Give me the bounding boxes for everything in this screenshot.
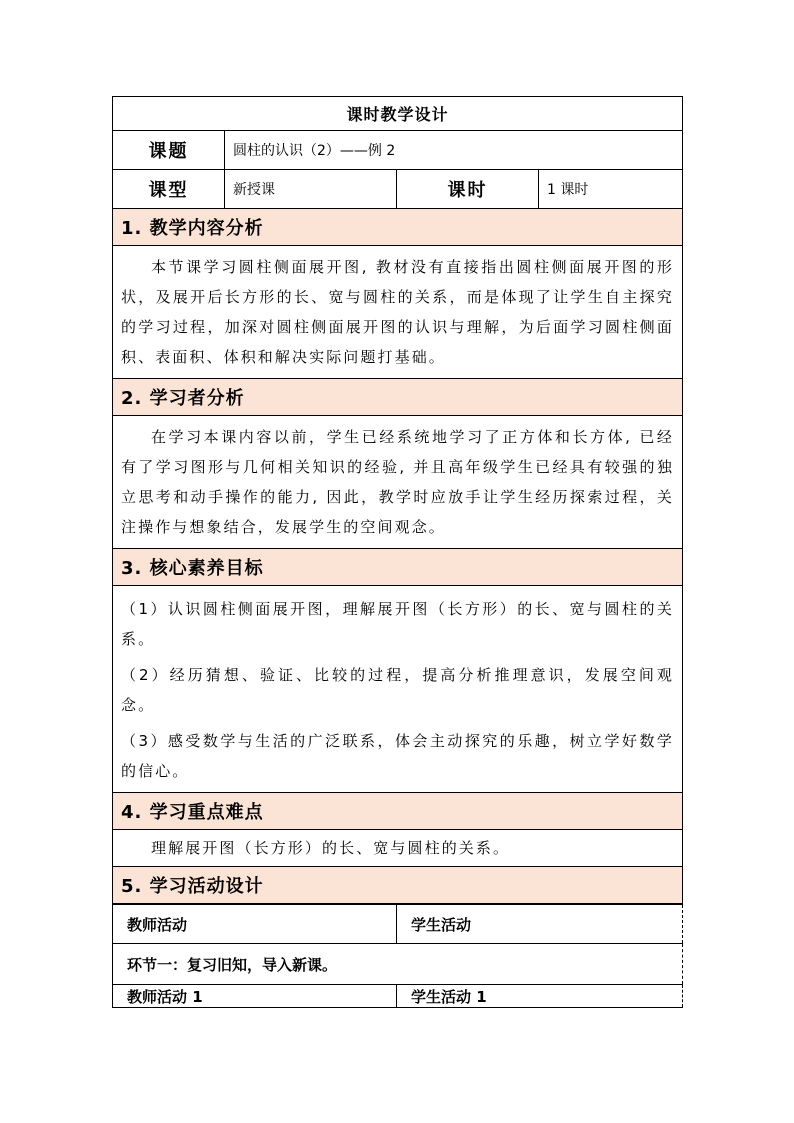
topic-label: 课题 <box>113 131 225 170</box>
section-heading-key-difficulties: 4. 学习重点难点 <box>113 793 683 830</box>
lesson-type-value: 新授课 <box>225 170 397 209</box>
lesson-plan-document <box>112 96 682 1008</box>
document-title: 课时教学设计 <box>113 97 683 131</box>
teacher-activity-1: 教师活动 1 <box>113 985 397 1008</box>
section-heading-core-goals: 3. 核心素养目标 <box>113 549 683 586</box>
class-hours-value: 1 课时 <box>539 170 683 209</box>
learner-analysis-text: 在学习本课内容以前，学生已经系统地学习了正方体和长方体, 已经有了学习图形与几何相关知识的经验, 并且高年级学生已经具有较强的独立思考和动手操作的能力, 因此，教学时应放手让学生经历探索过程，关注操作与想象结合，发展学生的空间观念。 <box>113 416 683 549</box>
topic-value: 圆柱的认识（2）——例 2 <box>225 131 683 170</box>
goal-item: （2）经历猜想、验证、比较的过程，提高分析推理意识，发展空间观念。 <box>121 666 675 714</box>
content-analysis-text: 本节课学习圆柱侧面展开图, 教材没有直接指出圆柱侧面展开图的形状，及展开后长方形的长、宽与圆柱的关系，而是体现了让学生自主探究的学习过程，加深对圆柱侧面展开图的认识与理解，为后面学习圆柱侧面积、表面积、体积和解决实际问题打基础。 <box>113 246 683 379</box>
stage-one-title: 环节一：复习旧知，导入新课。 <box>113 944 683 985</box>
student-activity-1: 学生活动 1 <box>397 985 683 1008</box>
teacher-activity-header: 教师活动 <box>113 905 397 944</box>
section-heading-content-analysis: 1. 教学内容分析 <box>113 209 683 246</box>
activity-table <box>112 904 683 1008</box>
core-goals-list <box>113 586 683 793</box>
goal-item: （1）认识圆柱侧面展开图，理解展开图（长方形）的长、宽与圆柱的关系。 <box>121 600 675 648</box>
goal-item: （3）感受数学与生活的广泛联系，体会主动探究的乐趣，树立学好数学的信心。 <box>121 732 675 780</box>
section-heading-learner-analysis: 2. 学习者分析 <box>113 379 683 416</box>
lesson-plan-table <box>112 96 683 904</box>
lesson-type-label: 课型 <box>113 170 225 209</box>
class-hours-label: 课时 <box>397 170 539 209</box>
section-heading-activity-design: 5. 学习活动设计 <box>113 867 683 904</box>
student-activity-header: 学生活动 <box>397 905 683 944</box>
key-difficulties-text: 理解展开图（长方形）的长、宽与圆柱的关系。 <box>113 830 683 867</box>
